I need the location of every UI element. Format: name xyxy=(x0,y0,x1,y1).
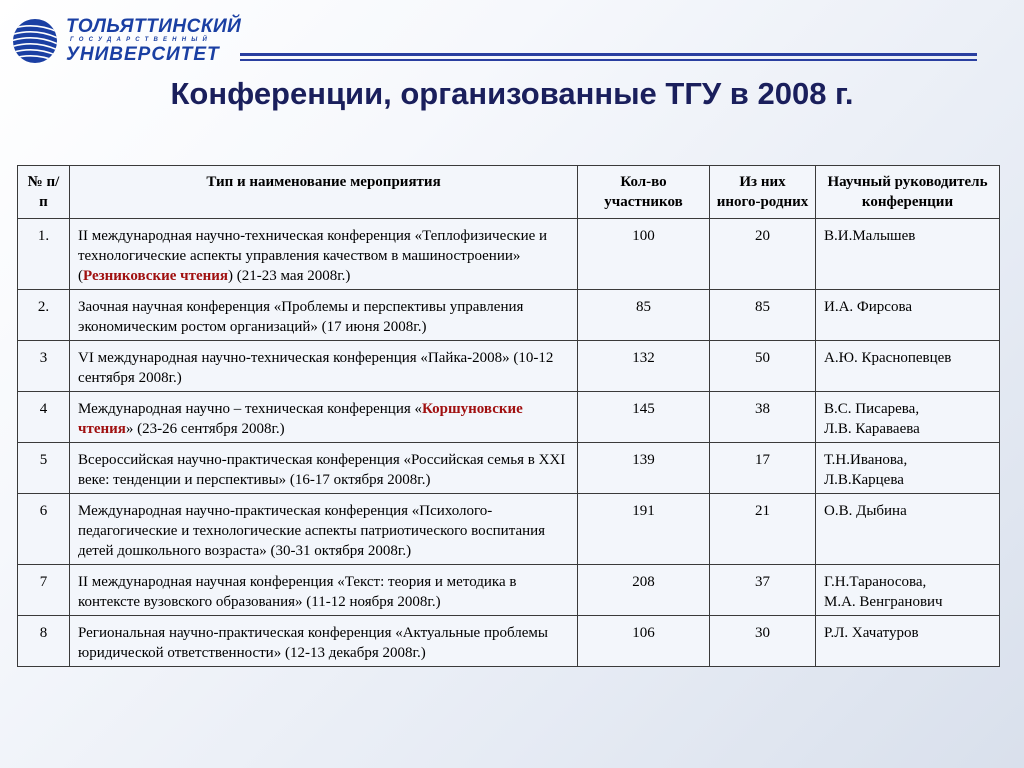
cell-foreign: 38 xyxy=(710,392,816,443)
cell-foreign: 17 xyxy=(710,443,816,494)
cell-name xyxy=(70,616,578,667)
cell-leader: В.И.Малышев xyxy=(816,219,1000,290)
header-name: Тип и наименование мероприятия xyxy=(70,166,578,219)
event-name-highlight: Коршуновские чтения xyxy=(78,401,523,437)
cell-name xyxy=(70,341,578,392)
event-name-text: Всероссийская научно-практическая конференция «Российская семья в XXI веке: тенденции и перспективы» (16-17 октября 2008г.) xyxy=(78,452,566,488)
cell-name xyxy=(70,443,578,494)
cell-num: 1. xyxy=(18,219,70,290)
university-name-line2: ГОСУДАРСТВЕННЫЙ xyxy=(70,37,212,43)
event-name-text: Региональная научно-практическая конференция «Актуальные проблемы юридической ответственности» (12-13 декабря 2008г.) xyxy=(78,625,548,661)
cell-participants: 139 xyxy=(578,443,710,494)
table-row xyxy=(18,565,1000,616)
cell-name xyxy=(70,290,578,341)
cell-participants: 145 xyxy=(578,392,710,443)
event-name-text: Международная научно-практическая конференция «Психолого-педагогические и технологические аспекты патриотического воспитания детей дошкольного возраста» (30-31 октября 2008г.) xyxy=(78,503,546,559)
table-header-row xyxy=(18,166,1000,219)
university-name-line3: УНИВЕРСИТЕТ xyxy=(66,44,220,65)
cell-num: 8 xyxy=(18,616,70,667)
cell-foreign: 30 xyxy=(710,616,816,667)
table-row xyxy=(18,219,1000,290)
header-num: № п/п xyxy=(18,166,70,219)
cell-name xyxy=(70,392,578,443)
event-name-text: II международная научная конференция «Текст: теория и методика в контексте вузовского образования» (11-12 ноября 2008г.) xyxy=(78,574,517,610)
cell-participants: 106 xyxy=(578,616,710,667)
page-title: Конференции, организованные ТГУ в 2008 г. xyxy=(170,76,854,111)
cell-leader: И.А. Фирсова xyxy=(816,290,1000,341)
cell-name xyxy=(70,565,578,616)
conferences-table xyxy=(17,165,1000,667)
table-row xyxy=(18,341,1000,392)
cell-num: 7 xyxy=(18,565,70,616)
cell-participants: 132 xyxy=(578,341,710,392)
table-row xyxy=(18,443,1000,494)
university-name-line1: ТОЛЬЯТТИНСКИЙ xyxy=(66,16,242,37)
cell-num: 3 xyxy=(18,341,70,392)
cell-leader: В.С. Писарева, Л.В. Караваева xyxy=(816,392,1000,443)
cell-num: 6 xyxy=(18,494,70,565)
table-row xyxy=(18,290,1000,341)
university-globe-logo xyxy=(12,18,58,64)
event-name-text-end: » (23-26 сентября 2008г.) xyxy=(125,421,285,437)
cell-num: 2. xyxy=(18,290,70,341)
cell-leader: А.Ю. Краснопевцев xyxy=(816,341,1000,392)
cell-participants: 191 xyxy=(578,494,710,565)
event-name-text: VI международная научно-техническая конференция «Пайка-2008» (10-12 сентября 2008г.) xyxy=(78,350,554,386)
header-rule-top xyxy=(240,53,977,56)
cell-foreign: 37 xyxy=(710,565,816,616)
cell-leader: Г.Н.Тараносова, М.А. Венгранович xyxy=(816,565,1000,616)
cell-participants: 100 xyxy=(578,219,710,290)
header-rule-bottom xyxy=(240,59,977,61)
event-name-text: Международная научно – техническая конференция « xyxy=(78,401,422,417)
cell-participants: 85 xyxy=(578,290,710,341)
table-row xyxy=(18,392,1000,443)
cell-foreign: 21 xyxy=(710,494,816,565)
cell-foreign: 50 xyxy=(710,341,816,392)
event-name-text: Заочная научная конференция «Проблемы и перспективы управления экономическим ростом организаций» (17 июня 2008г.) xyxy=(78,299,524,335)
cell-name xyxy=(70,494,578,565)
event-name-highlight: Резниковские чтения xyxy=(83,268,229,284)
table-row xyxy=(18,494,1000,565)
header-leader: Научный руководитель конференции xyxy=(816,166,1000,219)
header-participants: Кол-во участников xyxy=(578,166,710,219)
cell-participants: 208 xyxy=(578,565,710,616)
cell-leader: Р.Л. Хачатуров xyxy=(816,616,1000,667)
cell-foreign: 20 xyxy=(710,219,816,290)
event-name-text-end: ) (21-23 мая 2008г.) xyxy=(228,268,351,284)
cell-name xyxy=(70,219,578,290)
table-row xyxy=(18,616,1000,667)
cell-leader: Т.Н.Иванова, Л.В.Карцева xyxy=(816,443,1000,494)
header-foreign: Из них иного-родних xyxy=(710,166,816,219)
cell-foreign: 85 xyxy=(710,290,816,341)
university-name xyxy=(66,17,241,64)
cell-num: 5 xyxy=(18,443,70,494)
cell-num: 4 xyxy=(18,392,70,443)
cell-leader: О.В. Дыбина xyxy=(816,494,1000,565)
event-name-text: II международная научно-техническая конференция «Теплофизические и технологические аспекты управления качеством в машиностроении» ( xyxy=(78,228,548,284)
